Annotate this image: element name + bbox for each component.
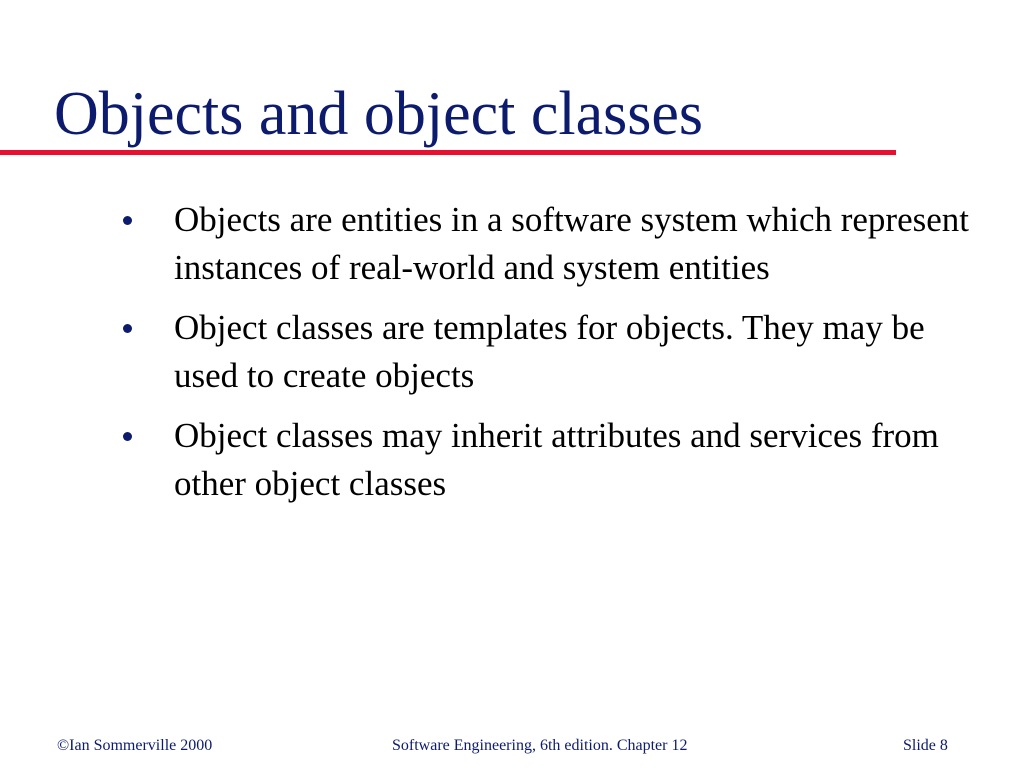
bullet-item [116,304,976,400]
bullet-dot-icon [123,432,132,441]
footer-book-title: Software Engineering, 6th edition. Chapter 12 [392,737,688,754]
bullet-text: Object classes may inherit attributes and services from other object classes [174,416,939,503]
footer-copyright: ©Ian Sommerville 2000 [57,737,213,754]
bullet-dot-icon [123,216,132,225]
bullet-list [116,196,976,520]
bullet-dot-icon [123,324,132,333]
bullet-text: Object classes are templates for objects. They may be used to create objects [174,308,925,395]
title-underline-rule [0,150,896,155]
bullet-item [116,412,976,508]
bullet-text: Objects are entities in a software system which represent instances of real-world and system entities [174,200,970,287]
footer-slide-number: Slide 8 [903,737,948,754]
bullet-item [116,196,976,292]
slide-title: Objects and object classes [54,80,704,148]
